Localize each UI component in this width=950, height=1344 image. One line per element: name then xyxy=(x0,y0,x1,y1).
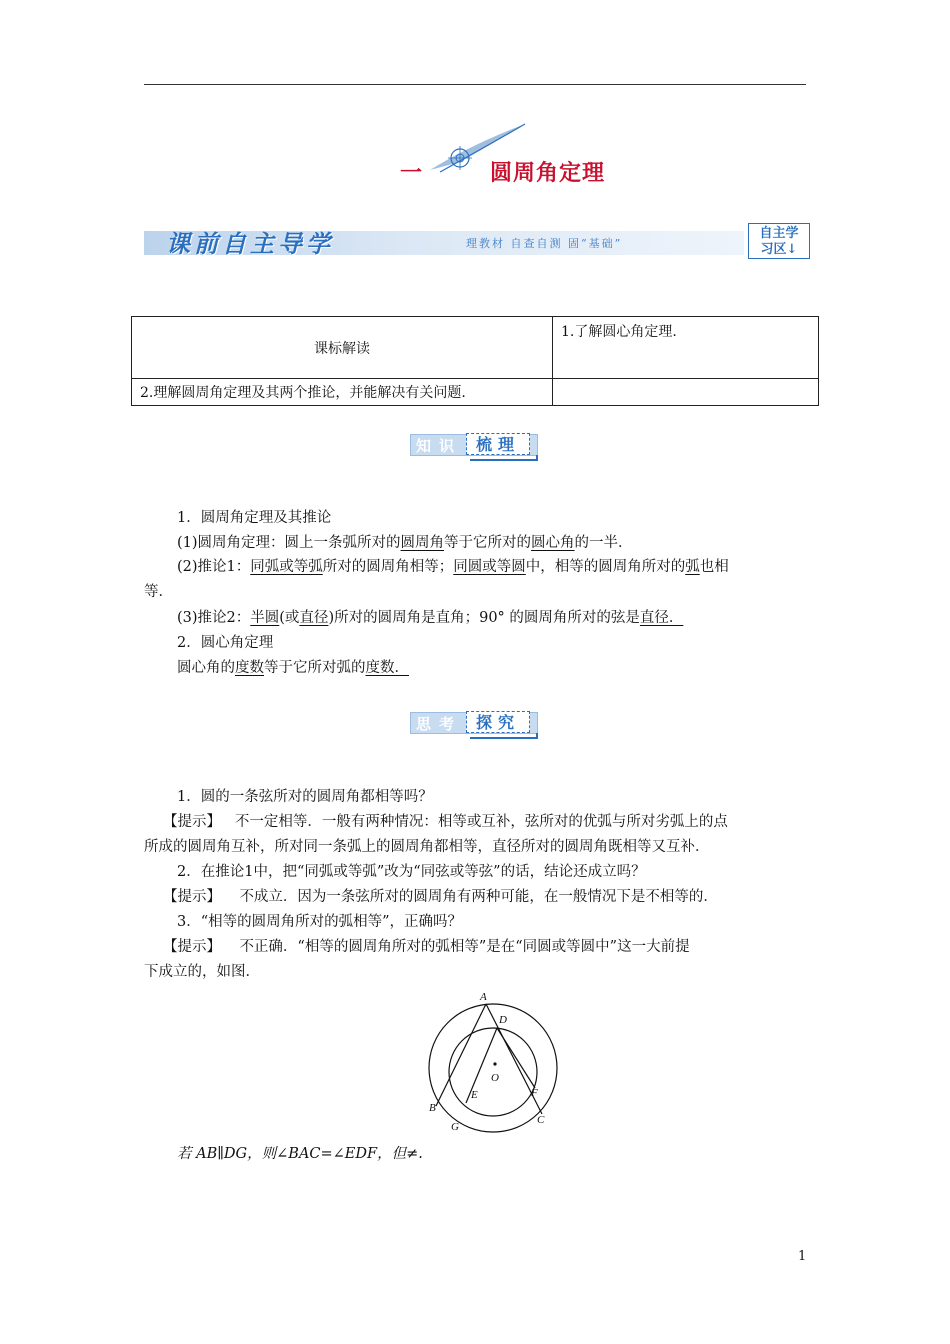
explore-answer-3 xyxy=(163,937,690,957)
text: (2)推论1： xyxy=(177,559,251,575)
text: 等于它所对弧的 xyxy=(264,660,366,676)
blank-answer: 半圆 xyxy=(250,610,280,626)
badge-line-1: 自主学 xyxy=(759,226,799,241)
blank-answer: 直径 xyxy=(299,610,329,626)
point-label-O: O xyxy=(491,1072,499,1084)
text: 所对的圆周角相等； xyxy=(322,559,454,575)
section-number: 一 xyxy=(400,160,423,186)
text: (或 xyxy=(279,610,300,626)
blank-answer: 弧 xyxy=(685,559,700,575)
point-label-E: E xyxy=(471,1089,478,1101)
explore-answer-1-cont: 所成的圆周角互补，所对同一条弧上的圆周角都相等，直径所对的圆周角既相等又互补． xyxy=(144,839,710,855)
point-label-C: C xyxy=(537,1114,545,1126)
point-label-A: A xyxy=(480,991,487,1003)
knowledge-item-1-p1 xyxy=(177,533,633,553)
banner-title: 课前自主导学 xyxy=(166,229,334,258)
standards-empty-cell xyxy=(553,379,819,406)
knowledge-item-1-p2-cont: 等． xyxy=(144,584,173,600)
explore-answer-1 xyxy=(163,812,728,832)
standards-goal-2: 2.理解圆周角定理及其两个推论，并能解决有关问题. xyxy=(132,379,553,406)
standards-label: 课标解读 xyxy=(132,317,553,379)
banner-subtitle: 理教材 自查自测 固“基础” xyxy=(466,237,623,250)
explore-answer-2 xyxy=(163,887,718,907)
text: (3)推论2： xyxy=(177,610,251,626)
knowledge-item-1-title: 1．圆周角定理及其推论 xyxy=(177,510,332,526)
knowledge-item-1-p2 xyxy=(177,557,729,577)
tag-light-text: 思考 xyxy=(416,715,463,733)
text: 的一半． xyxy=(574,535,633,551)
blank-answer: 圆心角 xyxy=(531,535,575,551)
text: (1)圆周角定理：圆上一条弧所对的 xyxy=(177,535,401,551)
center-point xyxy=(493,1062,496,1065)
text: 等于它所对的 xyxy=(444,535,532,551)
section-banner xyxy=(144,223,814,263)
knowledge-item-1-p3 xyxy=(177,608,683,628)
hint-label: 【提示】 xyxy=(163,939,221,955)
page-title: 圆周角定理 xyxy=(490,160,606,186)
text: 不正确．“相等的圆周角所对的弧相等”是在“同圆或等圆中”这一大前提 xyxy=(239,939,690,955)
knowledge-item-2-title: 2．圆心角定理 xyxy=(177,635,274,651)
text: 不一定相等．一般有两种情况：相等或互补，弦所对的优弧与所对劣弧上的点 xyxy=(234,814,728,830)
text: 也相 xyxy=(699,559,729,575)
hint-label: 【提示】 xyxy=(163,814,221,830)
page-number: 1 xyxy=(798,1249,807,1264)
blank-answer: 度数． xyxy=(365,660,409,676)
chord-DF xyxy=(497,1028,535,1088)
text: 不成立．因为一条弦所对的圆周角有两种可能，在一般情况下是不相等的． xyxy=(239,889,718,905)
point-label-G: G xyxy=(451,1121,459,1133)
blank-answer: 圆周角 xyxy=(400,535,445,551)
point-label-F: F xyxy=(531,1087,538,1099)
text: 中，相等的圆周角所对的 xyxy=(525,559,686,575)
explore-question-3: 3．“相等的圆周角所对的弧相等”，正确吗？ xyxy=(177,914,463,930)
header-rule xyxy=(144,84,806,85)
chord-AB xyxy=(436,1004,486,1106)
section-title xyxy=(380,120,640,190)
blank-answer: 直径． xyxy=(639,610,684,626)
outer-circle xyxy=(429,1004,557,1132)
knowledge-tag xyxy=(410,434,538,462)
blank-answer: 同圆或等圆 xyxy=(453,559,526,575)
concentric-circles-figure xyxy=(415,990,575,1140)
figure-conclusion: 若 AB∥DG，则∠BAC=∠EDF，但≠. xyxy=(177,1146,423,1162)
explore-tag xyxy=(410,712,538,740)
explore-answer-3-cont: 下成立的，如图． xyxy=(144,964,260,980)
text: 圆心角的 xyxy=(177,660,235,676)
tag-bold-text: 探究 xyxy=(466,711,530,733)
blank-answer: 度数 xyxy=(235,660,264,676)
point-label-D: D xyxy=(499,1014,507,1026)
text: )所对的圆周角是直角；90° 的圆周角所对的弦是 xyxy=(328,610,640,626)
hint-label: 【提示】 xyxy=(163,889,221,905)
explore-question-2: 2．在推论1中，把“同弧或等弧”改为“同弦或等弦”的话，结论还成立吗？ xyxy=(177,864,646,880)
blank-answer: 同弧或等弧 xyxy=(250,559,323,575)
self-study-badge xyxy=(748,223,810,259)
knowledge-item-2-p1 xyxy=(177,658,409,678)
tag-bold-text: 梳理 xyxy=(466,433,530,455)
standards-goal-1: 1.了解圆心角定理. xyxy=(553,317,819,379)
point-label-B: B xyxy=(429,1102,436,1114)
standards-table xyxy=(131,316,819,406)
explore-question-1: 1．圆的一条弦所对的圆周角都相等吗？ xyxy=(177,789,433,805)
tag-light-text: 知识 xyxy=(416,437,463,455)
badge-line-2: 习区↓ xyxy=(760,242,798,257)
